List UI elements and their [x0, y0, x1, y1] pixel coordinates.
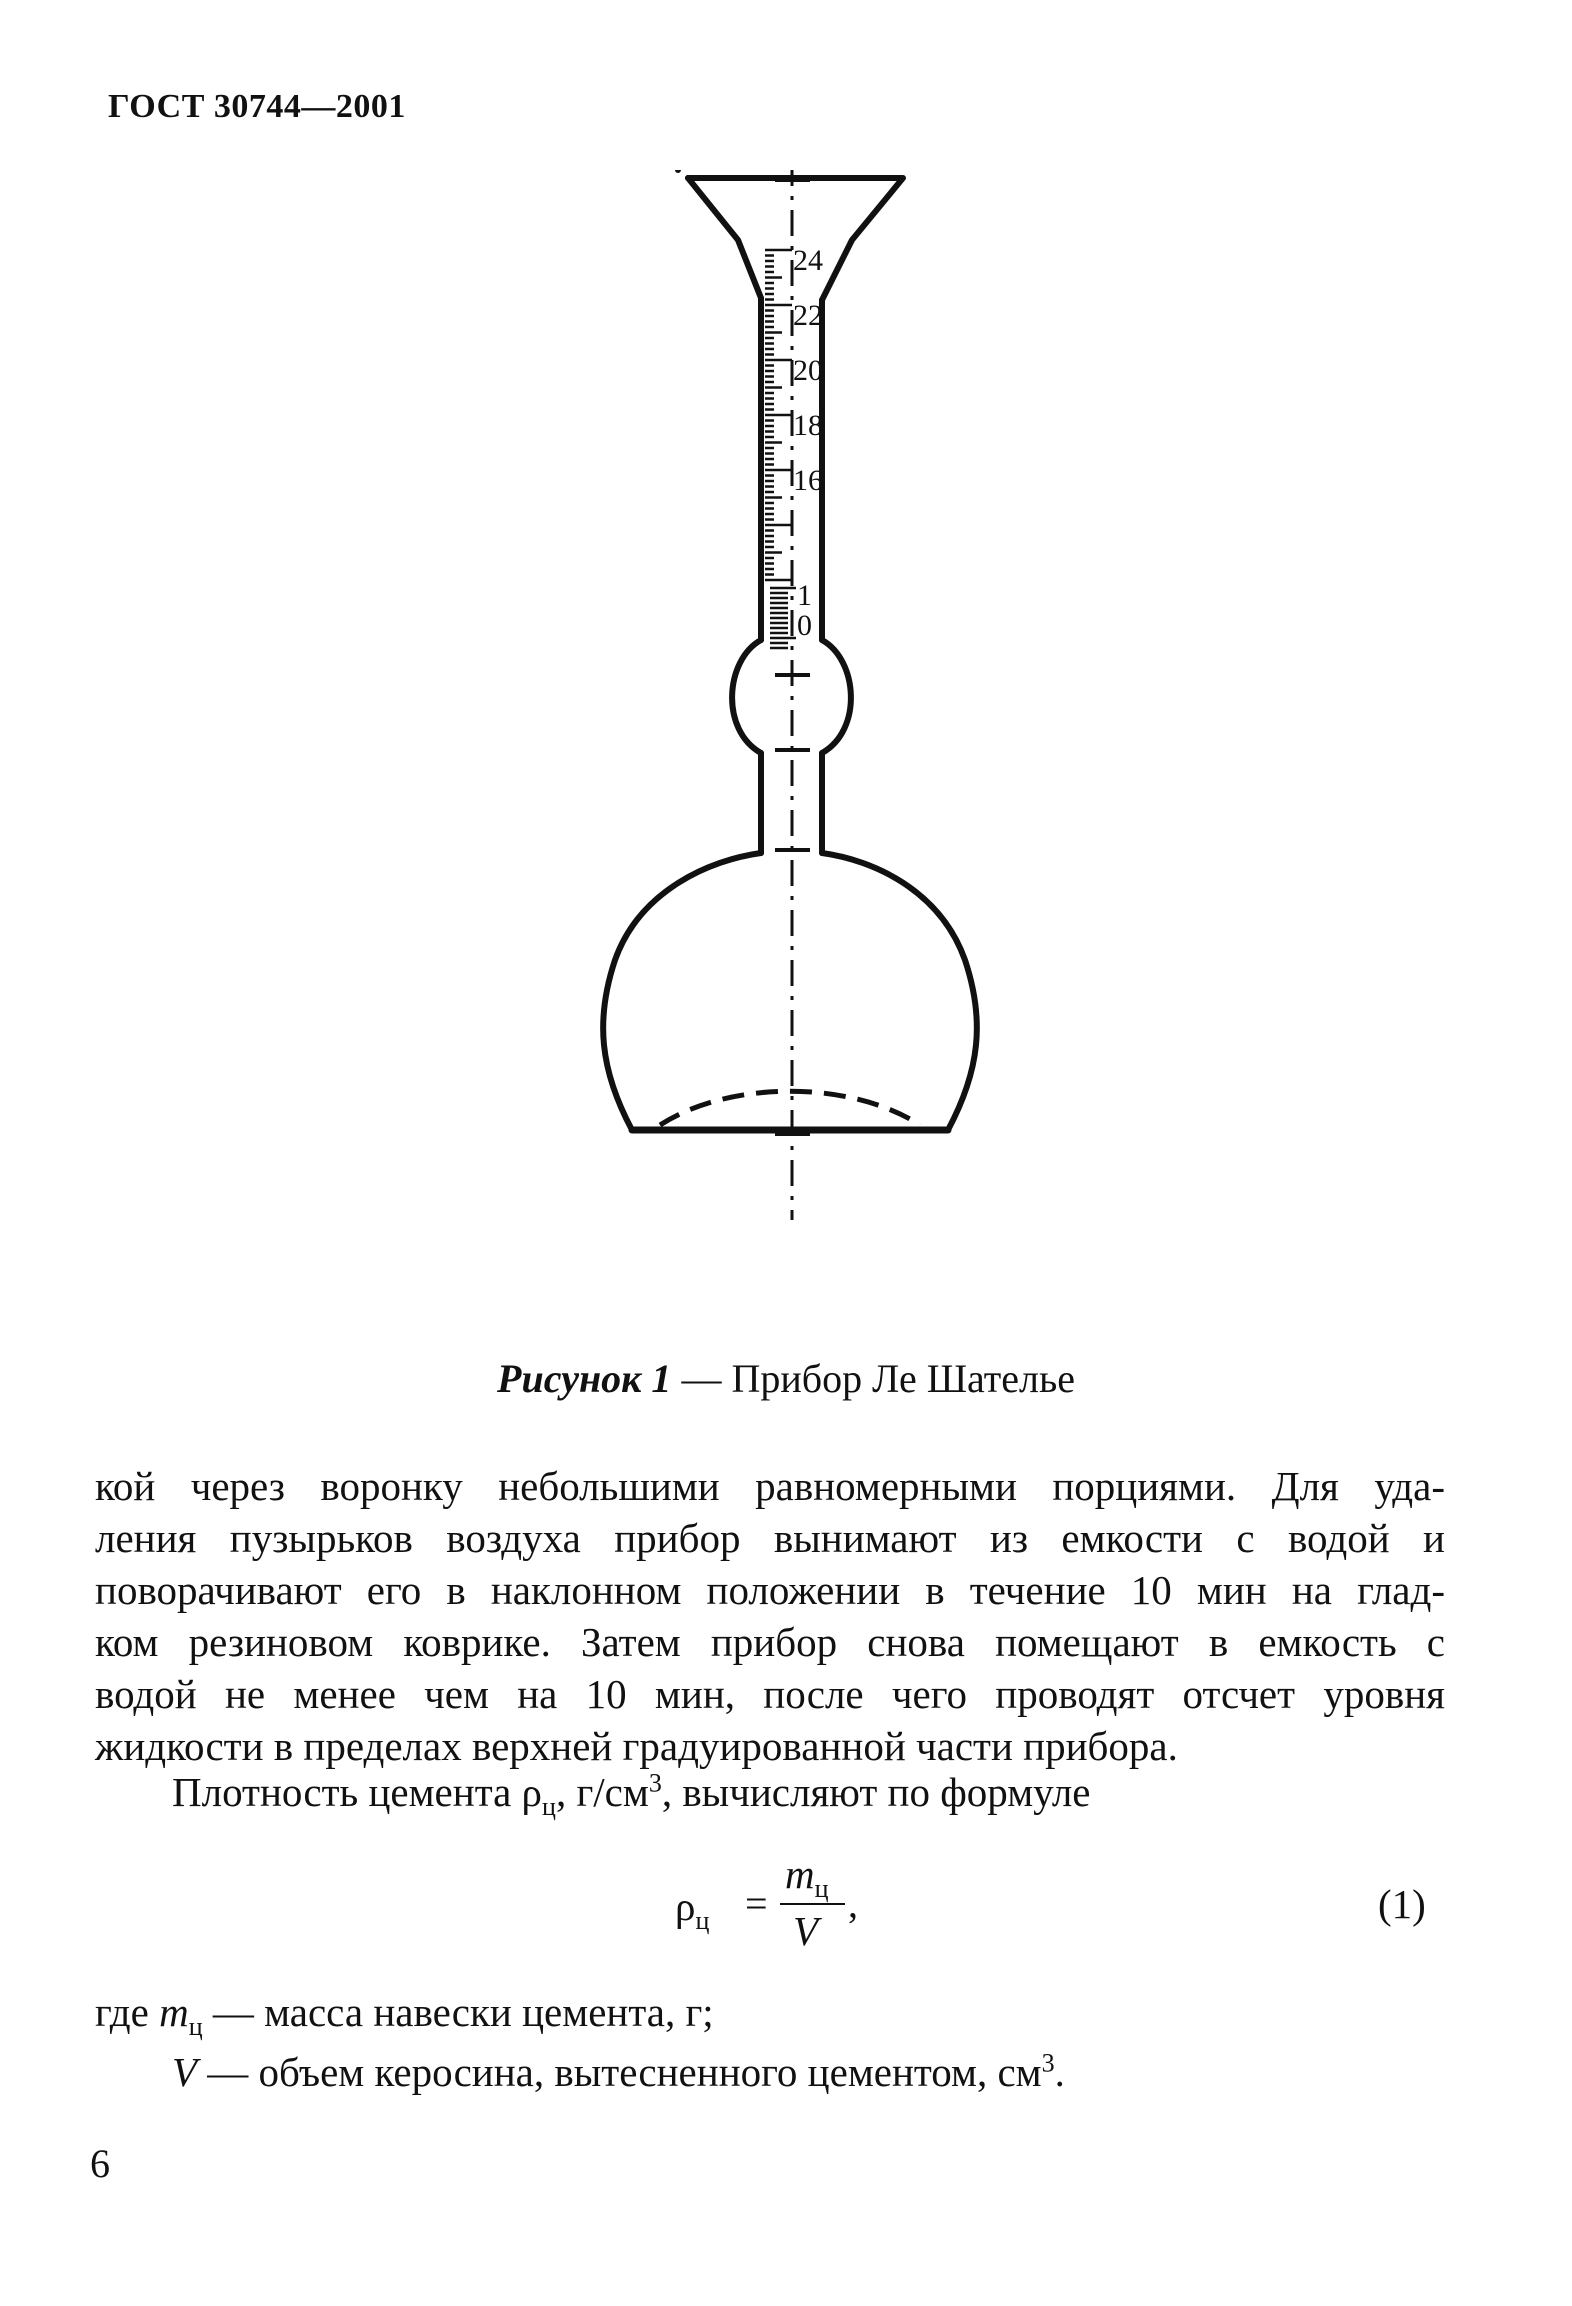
formula-lhs: [675, 1882, 709, 1936]
upper-scale-ticks: [765, 250, 792, 580]
scale-label-16: 16: [793, 464, 823, 497]
para2-subscript: ц: [542, 1792, 556, 1822]
scale-label-20: 20: [793, 354, 823, 387]
paragraph-line: ком резиновом коврике. Затем прибор снова помещают в емкость с: [95, 1619, 1445, 1665]
equation-number: (1): [1378, 1881, 1426, 1927]
formula-denominator: V: [793, 1908, 819, 1954]
formula-rho-sub: ц: [695, 1906, 710, 1936]
paragraph-line: водой не менее чем на 10 мин, после чего проводят отсчет уровня: [95, 1671, 1445, 1717]
formula-rho: ρ: [675, 1883, 696, 1929]
scale-label-1: 1: [797, 579, 812, 612]
legend-m-symbol: m: [159, 1989, 189, 2035]
paragraph-line: жидкости в пределах верхней градуированной части прибора.: [95, 1723, 1178, 1769]
legend-v-end: .: [1054, 2049, 1065, 2095]
formula-m: m: [785, 1851, 815, 1897]
legend-mass: [95, 1988, 714, 2042]
legend-v-sup: 3: [1041, 2048, 1055, 2078]
flask-outline-left: [678, 176, 765, 250]
page-number: 6: [90, 2141, 110, 2186]
density-paragraph: [172, 1768, 1091, 1822]
legend-v-symbol: V: [172, 2049, 198, 2095]
paragraph-line: поворачивают его в наклонном положении в течение 10 мин на глад-: [95, 1567, 1445, 1613]
figure-caption: [0, 1355, 1572, 1402]
para2-units: , г/см: [555, 1769, 649, 1815]
paragraph-line: ления пузырьков воздуха прибор вынимают из емкости с водой и: [95, 1515, 1445, 1561]
figure-title: — Прибор Ле Шателье: [671, 1356, 1075, 1401]
flask-drawing: [560, 170, 1020, 1310]
document-header: ГОСТ 30744—2001: [108, 88, 406, 125]
formula-numerator: [785, 1850, 829, 1904]
scale-label-0: 0: [797, 609, 812, 642]
figure-label: Рисунок 1: [497, 1356, 672, 1401]
legend-m-text: — масса навески цемента, г;: [202, 1989, 714, 2035]
legend-v-text: — объем керосина, вытесненного цементом, см: [197, 2049, 1042, 2095]
scale-label-22: 22: [793, 299, 823, 332]
formula-equals: =: [745, 1881, 768, 1926]
density-formula: [675, 1850, 975, 1970]
fraction-bar: [780, 1903, 845, 1905]
le-chatelier-flask-figure: [560, 170, 1020, 1310]
scale-label-18: 18: [793, 409, 823, 442]
scale-label-24: 24: [793, 244, 823, 277]
para2-text-end: , вычисляют по формуле: [661, 1769, 1091, 1815]
body-paragraph: [95, 1460, 1445, 1772]
para2-text-start: Плотность цемента ρ: [172, 1769, 543, 1815]
legend-where: где: [95, 1989, 160, 2035]
formula-m-sub: ц: [814, 1874, 829, 1904]
legend-volume: [172, 2048, 1065, 2096]
para2-superscript: 3: [648, 1768, 662, 1798]
paragraph-line: кой через воронку небольшими равномерными порциями. Для уда-: [95, 1463, 1445, 1509]
legend-m-sub: ц: [188, 2012, 203, 2042]
formula-comma: ,: [848, 1881, 858, 1926]
